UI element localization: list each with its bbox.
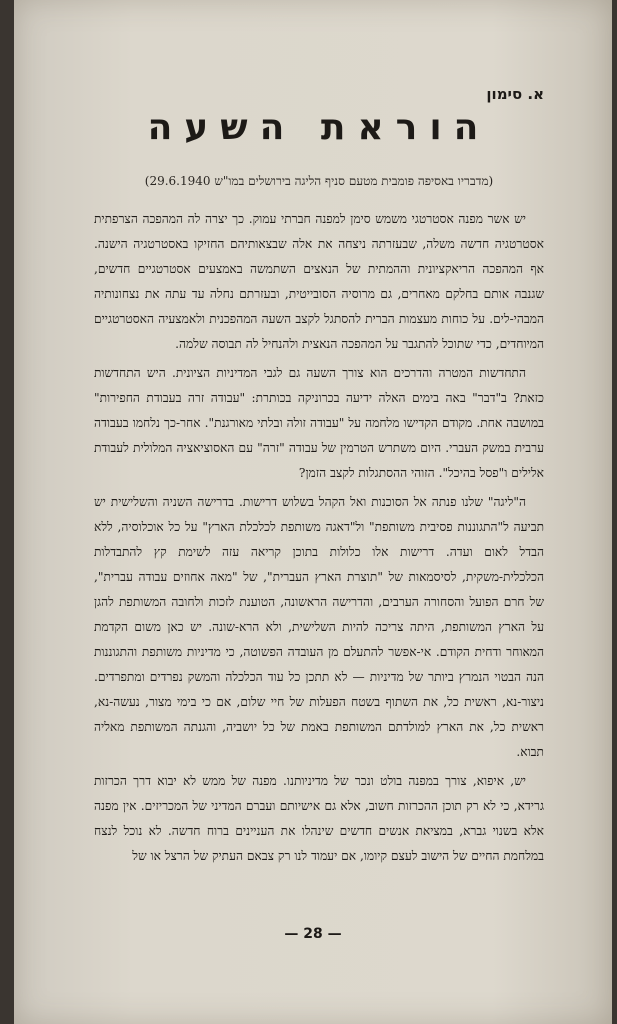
paragraph-1: יש אשר מפנה אסטרטגי משמש סימן למפנה חברתי עמוק. כך יצרה לה המהפכה הצרפתית אסטרטגיה חדשה משלה, שבעזרתה ניצחה את אלה שבצאותיהם החזיקו באסטרטגיה הישנה. אף המהפכה הריאקציונית וההמתית של הנאצים השתמשה באמצעים אסטרטגיים חדשים, שגנבה אותם בחלקם מאחרים, גם מרוסיה הסובייטית, ובעזרתם נחלה עד עתה את נצחונותיה המבהי-לים. על כוחות מעצמות הברית להסתגל לקצב השעה המהפכנית ולאמצעיה האסטרטגיים המיוחדים, כדי שתוכל להתגבר על המהפכה הנאצית ולהנחיל לה תבוסה שלמה. <box>94 212 544 351</box>
author-name: א. סימון <box>486 85 544 103</box>
article-subtitle: (מדבריו באסיפה פומבית מטעם סניף הליגה בירושלים במו"ש 29.6.1940) <box>144 174 494 188</box>
paragraph-2: התחדשות המטרה והדרכים הוא צורך השעה גם לגבי המדיניות הציונית. היש התחדשות כזאת? ב"דבר" באה בימים האלה ידיעה בכרוניקה בכותרת: "עבודה זרה בעבודת החפירות" במושבה אחת. מקודם הקדישו מלחמה על "עבודה זולה ובלתי מאורגנת". אחר-כך נלחמו בעבודה ערבית במשק העברי. היום משתרש הטרמין של עבודה "זרה" עם האסוציאציה המלולית לעבודת אלילים ו"פסל בהיכל". הזוהי ההסתגלות לקצב הזמן? <box>94 366 544 480</box>
document-page <box>14 0 612 1024</box>
page-number: — 28 — <box>284 926 342 942</box>
article-title: הוראת השעה <box>147 107 491 148</box>
article <box>94 85 544 873</box>
paragraph-4: יש, איפוא, צורך במפנה בולט ונכר של מדיניותנו. מפנה של ממש לא יבוא דרך הכרזות גרידא, כי לא רק תוכן ההכרזות חשוב, אלא גם אישיותם ועברם המדיני של המכריזים. אין מפנה אלא בשנוי גברא, במציאת אנשים חדשים שינהלו את העניינים ברוח חדשה. לא נוכל לנצח במלחמת החיים של הישוב לעצם קיומו, אם יעמוד לנו רק צבאם העתיק של הרצל או של <box>94 774 544 863</box>
paragraph-3: ה"ליגה" שלנו פנתה אל הסוכנות ואל הקהל בשלוש דרישות. בדרישה השניה והשלישית יש תביעה ל"התגוננות פסיבית משותפת" ול"דאגה משותפת לכלכלת הארץ" על כל אוכלוסיה, ללא הבדל לאום ועדה. דרישות אלו כלולות בתוכן קריאה עזה לשימת קץ להתבדלות הכלכלית-משקית, לסיסמאות של "תוצרת הארץ העברית", של "מאה אחוזים עבודה עברית", של חרם הפועל והסחורה הערבים, והדרישה הראשונה, הטוענת לזכות ולחובה המשותפת להגן על הארץ המשותפת, היתה צריכה להיות השלישית, ולא הרא-שונה. יש כאן משום הקדמת המאוחר ודחית הקודם. אי-אפשר להתעלם מן העובדה הפשוטה, כי מדיניות משותפת והתגוננות הנה הבטוי הנמרץ ביותר של מדיניות — לא תתכן כל עוד הכלכלה והמשק נפרדים ומתפרדים. ניצור-נא, ראשית כל, את השתוף בשטח הפעלות של חיי שלום, אם כי בימי מצור, נעשה-נא, ראשית כל, את הארץ למולדתם המשותפת באמת של כל יושביה, והגנתה המשותפת מאליה תבוא. <box>94 495 544 759</box>
